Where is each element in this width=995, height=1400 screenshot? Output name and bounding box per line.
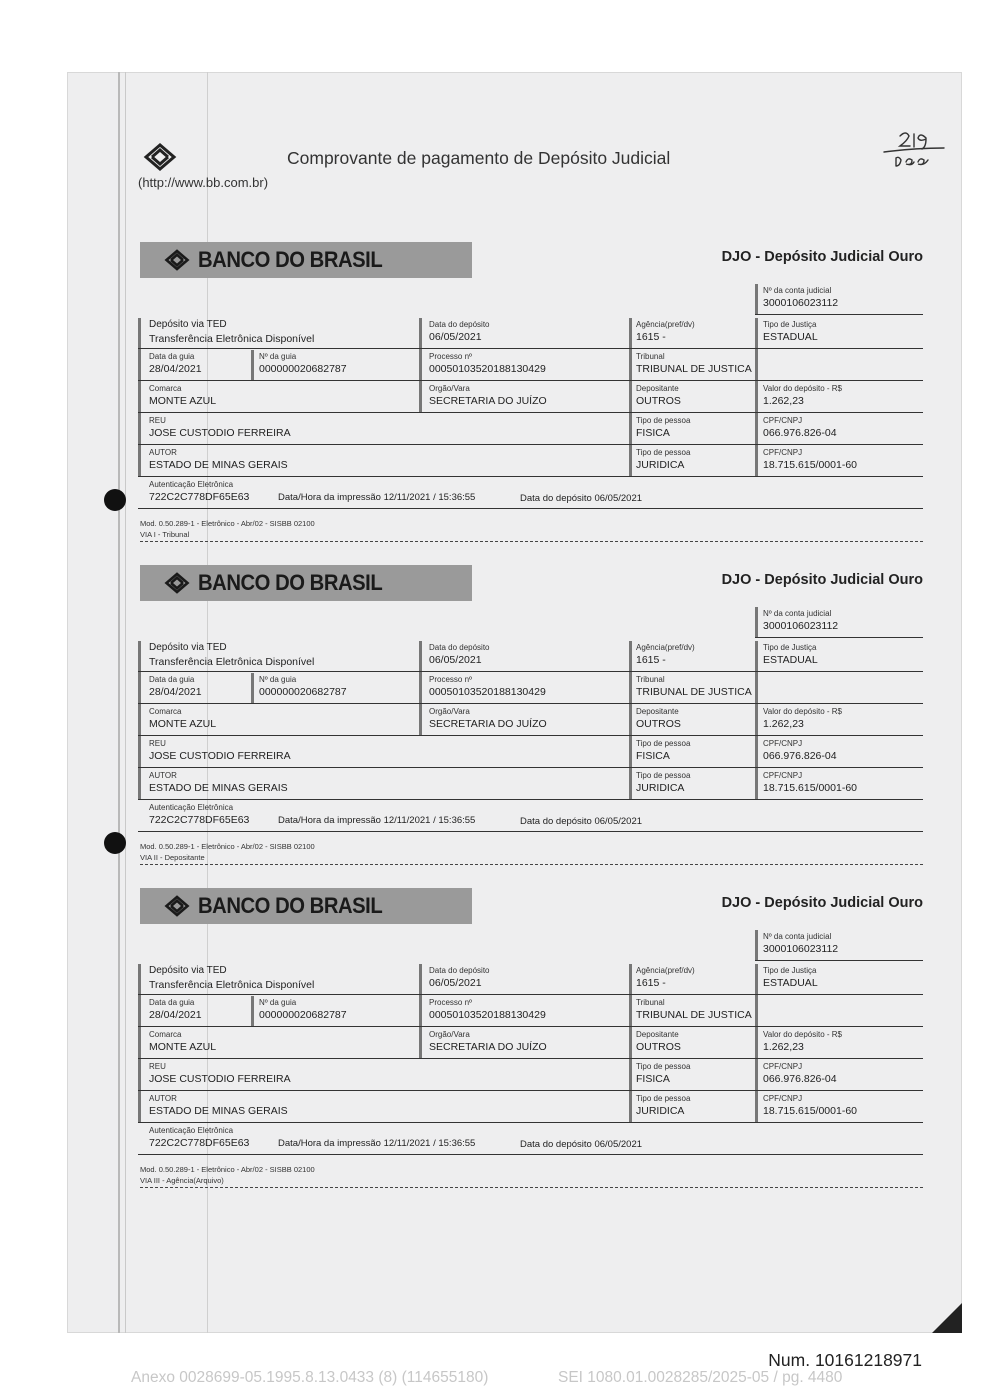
data-guia-field — [149, 675, 202, 699]
field-value: 28/04/2021 — [149, 686, 202, 698]
orgao-field — [429, 384, 547, 408]
field-value: 3000106023112 — [763, 943, 839, 955]
processo-field — [429, 998, 546, 1022]
field-label: AUTOR — [149, 771, 177, 780]
annex-reference: Anexo 0028699-05.1995.8.13.0433 (8) (114655180) — [131, 1369, 489, 1386]
field-label: Depósito via TED — [149, 319, 227, 330]
autor-field — [149, 771, 288, 795]
field-value: ESTADO DE MINAS GERAIS — [149, 459, 288, 471]
bb-logo-icon — [140, 140, 180, 174]
field-label: AUTOR — [149, 448, 177, 457]
cut-line — [140, 864, 923, 865]
field-value: FISICA — [636, 750, 670, 762]
field-value: 000000020682787 — [259, 1009, 347, 1021]
field-label: Nº da guia — [259, 352, 297, 361]
agencia-field — [636, 643, 695, 667]
impressao-text: Data/Hora da impressão 12/11/2021 / 15:36:55 — [278, 492, 476, 503]
rule — [138, 476, 923, 477]
rule — [138, 703, 923, 704]
field-value: 1615 - — [636, 331, 666, 343]
field-value: TRIBUNAL DE JUSTICA — [636, 363, 752, 375]
rule — [755, 314, 923, 315]
deposito-via-field — [149, 964, 314, 992]
field-value: 722C2C778DF65E63 — [149, 1137, 250, 1149]
field-label: Tribunal — [636, 998, 665, 1007]
mod-text: Mod. 0.50.289-1 - Eletrônico - Abr/02 - SISBB 02100 — [140, 519, 315, 528]
field-value: OUTROS — [636, 718, 681, 730]
folded-corner — [932, 1303, 962, 1333]
field-label: Tipo de pessoa — [636, 1094, 691, 1103]
field-label: CPF/CNPJ — [763, 1094, 803, 1103]
field-value: SECRETARIA DO JUÍZO — [429, 1041, 547, 1053]
field-label: Agência(pref/dv) — [636, 643, 695, 652]
field-value: 06/05/2021 — [429, 331, 482, 343]
field-label: Comarca — [149, 384, 182, 393]
deposit-receipt — [138, 242, 923, 547]
field-value: ESTADUAL — [763, 977, 818, 989]
field-bar — [138, 964, 141, 1123]
document-number: Num. 10161218971 — [768, 1350, 922, 1370]
field-label: Data do depósito — [429, 320, 490, 329]
field-value: ESTADO DE MINAS GERAIS — [149, 1105, 288, 1117]
field-value: 28/04/2021 — [149, 1009, 202, 1021]
sei-reference: SEI 1080.01.0028285/2025-05 / pg. 4480 — [558, 1369, 843, 1386]
field-value: 1.262,23 — [763, 395, 804, 407]
field-value: ESTADUAL — [763, 331, 818, 343]
field-label: Processo nº — [429, 352, 472, 361]
field-value: 1615 - — [636, 654, 666, 666]
field-bar — [419, 641, 422, 736]
autenticacao-field — [149, 1126, 249, 1150]
field-value: ESTADO DE MINAS GERAIS — [149, 782, 288, 794]
field-bar — [251, 673, 254, 703]
deposito-via-field — [149, 318, 314, 346]
rule — [138, 1122, 923, 1123]
field-label: CPF/CNPJ — [763, 739, 803, 748]
tribunal-field — [636, 998, 752, 1022]
cpf-reu-field — [763, 1062, 837, 1086]
field-bar — [629, 318, 632, 477]
rule — [138, 508, 923, 509]
reu-field — [149, 739, 291, 763]
field-value: FISICA — [636, 1073, 670, 1085]
field-value: SECRETARIA DO JUÍZO — [429, 718, 547, 730]
bank-banner — [140, 565, 472, 601]
field-label: Nº da conta judicial — [763, 609, 832, 618]
comarca-field — [149, 707, 216, 731]
field-value: Transferência Eletrônica Disponível — [149, 656, 315, 668]
rule — [138, 1154, 923, 1155]
field-label: REU — [149, 1062, 166, 1071]
field-label: Processo nº — [429, 998, 472, 1007]
product-name: DJO - Depósito Judicial Ouro — [721, 572, 923, 588]
data-deposito-footer: Data do depósito 06/05/2021 — [520, 816, 643, 827]
via-text: VIA I - Tribunal — [140, 530, 190, 539]
field-value: 06/05/2021 — [429, 654, 482, 666]
field-value: SECRETARIA DO JUÍZO — [429, 395, 547, 407]
depositante-field — [636, 1030, 681, 1054]
deposito-via-field — [149, 641, 314, 669]
mod-text: Mod. 0.50.289-1 - Eletrônico - Abr/02 - SISBB 02100 — [140, 1165, 315, 1174]
field-label: Orgão/Vara — [429, 384, 470, 393]
field-label: Nº da conta judicial — [763, 286, 832, 295]
field-value: 00050103520188130429 — [429, 363, 546, 375]
tipo-justica-field — [763, 966, 818, 990]
fold-line — [118, 72, 120, 1333]
field-value: TRIBUNAL DE JUSTICA — [636, 1009, 752, 1021]
num-guia-field — [259, 675, 347, 699]
rule — [138, 348, 923, 349]
field-value: 000000020682787 — [259, 686, 347, 698]
punch-hole — [104, 489, 126, 511]
fold-line — [125, 72, 126, 1333]
conta-field — [763, 286, 838, 310]
rule — [138, 1058, 923, 1059]
rule — [138, 671, 923, 672]
field-bar — [755, 964, 758, 1123]
field-label: Depósito via TED — [149, 642, 227, 653]
field-value: 06/05/2021 — [429, 977, 482, 989]
processo-field — [429, 352, 546, 376]
field-label: Data do depósito — [429, 966, 490, 975]
impressao-text: Data/Hora da impressão 12/11/2021 / 15:36:55 — [278, 815, 476, 826]
orgao-field — [429, 707, 547, 731]
agencia-field — [636, 966, 695, 990]
field-value: OUTROS — [636, 1041, 681, 1053]
data-guia-field — [149, 998, 202, 1022]
valor-field — [763, 1030, 842, 1054]
autor-field — [149, 1094, 288, 1118]
product-name: DJO - Depósito Judicial Ouro — [721, 895, 923, 911]
field-label: Nº da conta judicial — [763, 932, 832, 941]
num-guia-field — [259, 352, 347, 376]
valor-field — [763, 384, 842, 408]
rule — [138, 994, 923, 995]
bb-logo-icon — [162, 247, 192, 273]
conta-field — [763, 932, 838, 956]
via-text: VIA II - Depositante — [140, 853, 205, 862]
field-label: Comarca — [149, 707, 182, 716]
field-label: Autenticação Eletrônica — [149, 1126, 234, 1135]
field-value: Transferência Eletrônica Disponível — [149, 979, 315, 991]
autenticacao-field — [149, 803, 249, 827]
field-value: 18.715.615/0001-60 — [763, 1105, 858, 1117]
field-label: Tipo de Justiça — [763, 966, 817, 975]
mod-text: Mod. 0.50.289-1 - Eletrônico - Abr/02 - SISBB 02100 — [140, 842, 315, 851]
cpf-autor-field — [763, 771, 857, 795]
field-value: TRIBUNAL DE JUSTICA — [636, 686, 752, 698]
deposit-receipt — [138, 565, 923, 870]
field-label: Valor do depósito - R$ — [763, 384, 843, 393]
tipo-pessoa-reu-field — [636, 1062, 690, 1086]
field-bar — [755, 284, 758, 314]
field-value: 3000106023112 — [763, 297, 839, 309]
field-value: 066.976.826-04 — [763, 427, 837, 439]
field-value: 066.976.826-04 — [763, 750, 837, 762]
bank-banner — [140, 242, 472, 278]
field-bar — [251, 350, 254, 380]
field-label: AUTOR — [149, 1094, 177, 1103]
field-label: Tipo de Justiça — [763, 320, 817, 329]
field-label: Valor do depósito - R$ — [763, 707, 843, 716]
rule — [138, 444, 923, 445]
autor-field — [149, 448, 288, 472]
data-deposito-field — [429, 320, 490, 344]
field-label: Orgão/Vara — [429, 707, 470, 716]
agencia-field — [636, 320, 695, 344]
reu-field — [149, 1062, 291, 1086]
bb-logo-icon — [162, 893, 192, 919]
field-value: 722C2C778DF65E63 — [149, 491, 250, 503]
field-label: Data da guia — [149, 352, 195, 361]
field-label: Tipo de pessoa — [636, 739, 691, 748]
field-label: Processo nº — [429, 675, 472, 684]
field-bar — [138, 641, 141, 800]
impressao-text: Data/Hora da impressão 12/11/2021 / 15:36:55 — [278, 1138, 476, 1149]
field-label: Comarca — [149, 1030, 182, 1039]
field-label: Orgão/Vara — [429, 1030, 470, 1039]
field-value: 18.715.615/0001-60 — [763, 782, 858, 794]
field-label: Nº da guia — [259, 998, 297, 1007]
field-label: Depósito via TED — [149, 965, 227, 976]
field-label: Tribunal — [636, 675, 665, 684]
bank-name: BANCO DO BRASIL — [198, 570, 383, 595]
field-label: Data da guia — [149, 675, 195, 684]
field-label: REU — [149, 416, 166, 425]
cut-line — [140, 1187, 923, 1188]
comarca-field — [149, 384, 216, 408]
field-bar — [629, 964, 632, 1123]
punch-hole — [104, 832, 126, 854]
field-bar — [419, 964, 422, 1059]
autenticacao-field — [149, 480, 249, 504]
field-value: JOSE CUSTODIO FERREIRA — [149, 427, 291, 439]
field-value: 00050103520188130429 — [429, 1009, 546, 1021]
field-value: JURIDICA — [636, 459, 685, 471]
tipo-pessoa-autor-field — [636, 1094, 690, 1118]
field-value: 000000020682787 — [259, 363, 347, 375]
field-value: MONTE AZUL — [149, 395, 217, 407]
rule — [138, 1090, 923, 1091]
rule — [138, 412, 923, 413]
field-value: 1.262,23 — [763, 718, 804, 730]
rule — [138, 767, 923, 768]
data-deposito-footer: Data do depósito 06/05/2021 — [520, 1139, 643, 1150]
bank-name: BANCO DO BRASIL — [198, 893, 383, 918]
field-label: CPF/CNPJ — [763, 416, 803, 425]
field-value: JOSE CUSTODIO FERREIRA — [149, 750, 291, 762]
reu-field — [149, 416, 291, 440]
field-bar — [755, 607, 758, 637]
tribunal-field — [636, 675, 752, 699]
tipo-justica-field — [763, 320, 818, 344]
field-label: Agência(pref/dv) — [636, 966, 695, 975]
field-label: Tipo de pessoa — [636, 771, 691, 780]
field-value: 28/04/2021 — [149, 363, 202, 375]
data-deposito-footer: Data do depósito 06/05/2021 — [520, 493, 643, 504]
comarca-field — [149, 1030, 216, 1054]
rule — [138, 380, 923, 381]
field-bar — [755, 930, 758, 960]
rule — [755, 960, 923, 961]
field-bar — [419, 318, 422, 413]
tipo-justica-field — [763, 643, 818, 667]
field-value: JOSE CUSTODIO FERREIRA — [149, 1073, 291, 1085]
field-value: 1.262,23 — [763, 1041, 804, 1053]
field-label: Depositante — [636, 707, 679, 716]
field-label: REU — [149, 739, 166, 748]
field-value: 00050103520188130429 — [429, 686, 546, 698]
field-value: MONTE AZUL — [149, 718, 217, 730]
via-text: VIA III - Agência(Arquivo) — [140, 1176, 224, 1185]
field-value: ESTADUAL — [763, 654, 818, 666]
product-name: DJO - Depósito Judicial Ouro — [721, 249, 923, 265]
field-bar — [755, 641, 758, 800]
field-bar — [755, 318, 758, 477]
rule — [138, 1026, 923, 1027]
data-deposito-field — [429, 966, 490, 990]
tipo-pessoa-autor-field — [636, 448, 690, 472]
field-label: CPF/CNPJ — [763, 1062, 803, 1071]
field-value: MONTE AZUL — [149, 1041, 217, 1053]
rule — [138, 799, 923, 800]
bank-banner — [140, 888, 472, 924]
field-value: JURIDICA — [636, 1105, 685, 1117]
field-bar — [138, 318, 141, 477]
cpf-autor-field — [763, 448, 857, 472]
bank-url: (http://www.bb.com.br) — [138, 175, 269, 190]
field-label: Tribunal — [636, 352, 665, 361]
tipo-pessoa-autor-field — [636, 771, 690, 795]
orgao-field — [429, 1030, 547, 1054]
field-label: Nº da guia — [259, 675, 297, 684]
field-value: Transferência Eletrônica Disponível — [149, 333, 315, 345]
cpf-reu-field — [763, 416, 837, 440]
field-label: Valor do depósito - R$ — [763, 1030, 843, 1039]
field-label: Tipo de Justiça — [763, 643, 817, 652]
rule — [755, 637, 923, 638]
tipo-pessoa-reu-field — [636, 739, 690, 763]
field-value: 066.976.826-04 — [763, 1073, 837, 1085]
field-label: Data da guia — [149, 998, 195, 1007]
num-guia-field — [259, 998, 347, 1022]
field-bar — [629, 641, 632, 800]
field-value: OUTROS — [636, 395, 681, 407]
field-value: JURIDICA — [636, 782, 685, 794]
field-value: 722C2C778DF65E63 — [149, 814, 250, 826]
field-value: FISICA — [636, 427, 670, 439]
data-deposito-field — [429, 643, 490, 667]
rule — [138, 735, 923, 736]
field-label: CPF/CNPJ — [763, 771, 803, 780]
field-label: CPF/CNPJ — [763, 448, 803, 457]
processo-field — [429, 675, 546, 699]
valor-field — [763, 707, 842, 731]
field-label: Tipo de pessoa — [636, 416, 691, 425]
page-title: Comprovante de pagamento de Depósito Judicial — [287, 148, 671, 168]
rule — [138, 831, 923, 832]
field-label: Autenticação Eletrônica — [149, 480, 234, 489]
cut-line — [140, 541, 923, 542]
cpf-reu-field — [763, 739, 837, 763]
handwritten-page-number — [882, 128, 946, 178]
field-label: Autenticação Eletrônica — [149, 803, 234, 812]
bank-name: BANCO DO BRASIL — [198, 247, 383, 272]
field-value: 1615 - — [636, 977, 666, 989]
field-label: Tipo de pessoa — [636, 448, 691, 457]
depositante-field — [636, 384, 681, 408]
tipo-pessoa-reu-field — [636, 416, 690, 440]
field-label: Data do depósito — [429, 643, 490, 652]
cpf-autor-field — [763, 1094, 857, 1118]
field-bar — [251, 996, 254, 1026]
field-label: Agência(pref/dv) — [636, 320, 695, 329]
depositante-field — [636, 707, 681, 731]
field-label: Depositante — [636, 1030, 679, 1039]
data-guia-field — [149, 352, 202, 376]
field-value: 3000106023112 — [763, 620, 839, 632]
field-label: Tipo de pessoa — [636, 1062, 691, 1071]
field-value: 18.715.615/0001-60 — [763, 459, 858, 471]
deposit-receipt — [138, 888, 923, 1193]
conta-field — [763, 609, 838, 633]
bb-logo-icon — [162, 570, 192, 596]
field-label: Depositante — [636, 384, 679, 393]
tribunal-field — [636, 352, 752, 376]
